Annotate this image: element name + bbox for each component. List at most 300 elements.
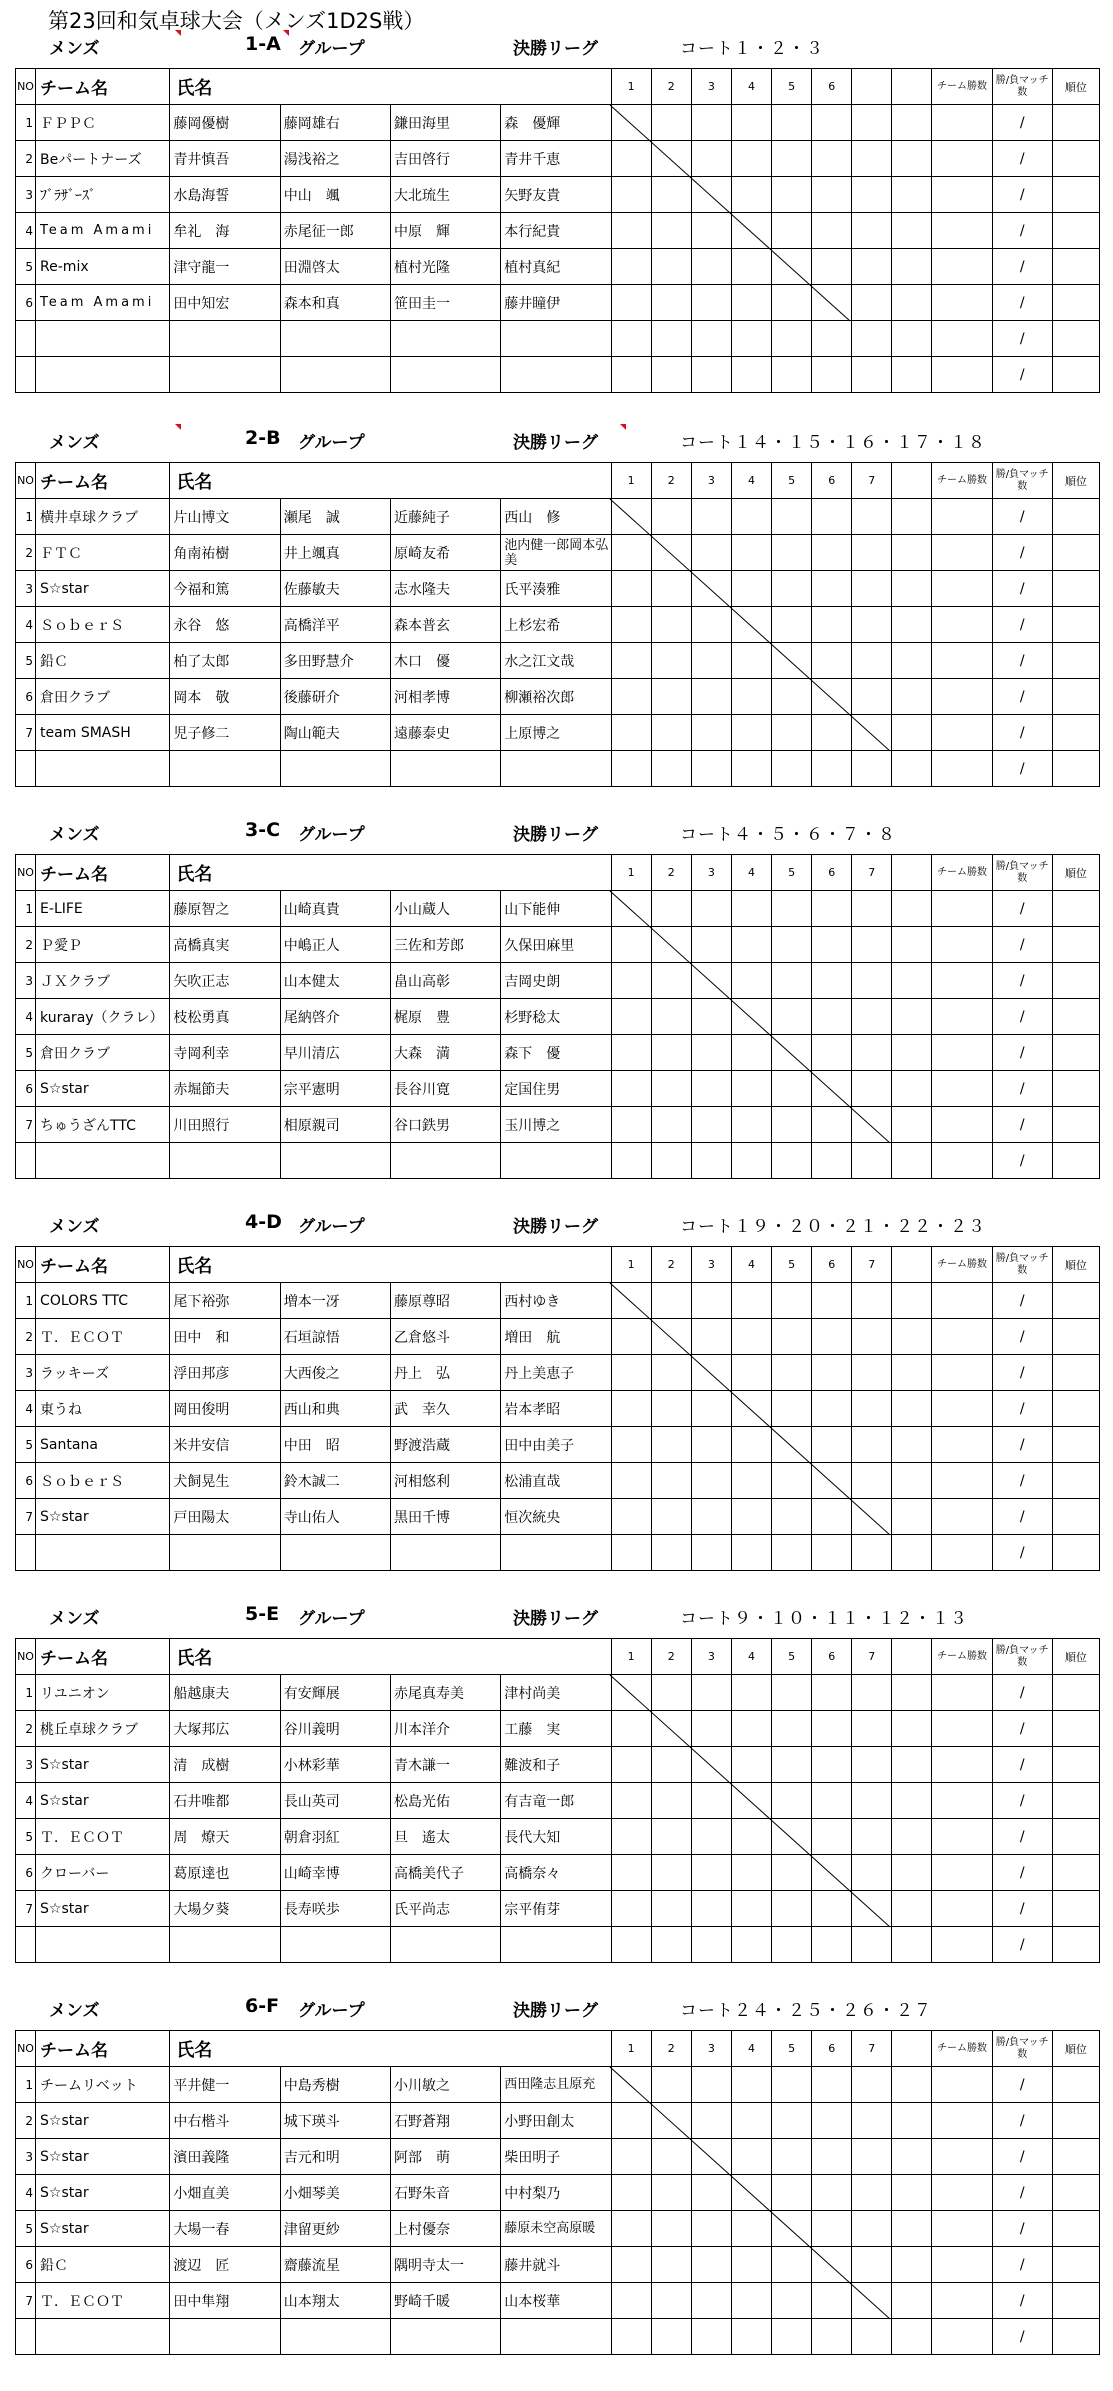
player-name: 田中 和	[170, 1319, 280, 1355]
player-name: 丹上美恵子	[501, 1355, 611, 1391]
document-title: 第23回和気卓球大会（メンズ1D2S戦）	[48, 9, 425, 33]
player-name: 上杉宏希	[501, 607, 611, 643]
result-cell	[731, 321, 771, 357]
result-cell	[651, 285, 691, 321]
result-cell	[611, 285, 651, 321]
result-cell	[691, 2247, 731, 2283]
team-name: E-LIFE	[36, 891, 170, 927]
result-cell	[812, 2139, 852, 2175]
result-cell	[892, 1819, 932, 1855]
match-wins-cell: /	[992, 1107, 1052, 1143]
result-cell	[651, 1927, 691, 1963]
result-cell	[691, 891, 731, 927]
result-cell	[731, 1747, 771, 1783]
player-name	[391, 357, 501, 393]
result-cell	[731, 1035, 771, 1071]
result-cell	[852, 1783, 892, 1819]
result-cell	[731, 1891, 771, 1927]
player-name: 城下瑛斗	[280, 2103, 390, 2139]
team-name: Ｐ愛Ｐ	[36, 927, 170, 963]
team-wins-cell	[932, 2319, 992, 2355]
result-cell	[611, 1783, 651, 1819]
result-cell	[892, 643, 932, 679]
team-wins-cell	[932, 1819, 992, 1855]
row-number: 6	[16, 2247, 36, 2283]
result-cell	[651, 999, 691, 1035]
result-cell	[651, 499, 691, 535]
match-wins-cell: /	[992, 213, 1052, 249]
player-name	[170, 1927, 280, 1963]
rank-cell	[1052, 1283, 1099, 1319]
player-name: 藤原未空高原暖	[501, 2211, 611, 2247]
team-name: Team Amami	[36, 285, 170, 321]
player-name	[170, 321, 280, 357]
result-cell	[852, 2247, 892, 2283]
player-name: 岩本孝昭	[501, 1391, 611, 1427]
matchup-column-header: 7	[852, 2031, 892, 2067]
team-row	[16, 285, 1100, 321]
row-number: 6	[16, 1463, 36, 1499]
match-wins-cell: /	[992, 679, 1052, 715]
result-cell	[691, 1819, 731, 1855]
result-cell	[812, 321, 852, 357]
result-cell	[731, 2247, 771, 2283]
team-wins-cell	[932, 643, 992, 679]
player-name	[391, 1927, 501, 1963]
result-cell	[611, 177, 651, 213]
row-number: 4	[16, 2175, 36, 2211]
player-name	[501, 357, 611, 393]
result-cell	[812, 1071, 852, 1107]
rank-cell	[1052, 2247, 1099, 2283]
court-list: コート１９・２０・２１・２２・２３	[680, 1217, 986, 1237]
result-cell	[772, 891, 812, 927]
player-name	[501, 751, 611, 787]
result-cell	[731, 213, 771, 249]
team-row	[16, 535, 1100, 571]
player-name: 大塚邦広	[170, 1711, 280, 1747]
player-name: 中嶋正人	[280, 927, 390, 963]
result-cell	[892, 1391, 932, 1427]
result-cell	[812, 2211, 852, 2247]
matchup-column-header: 3	[691, 1247, 731, 1283]
player-name: 宗平侑芽	[501, 1891, 611, 1927]
result-cell	[772, 2211, 812, 2247]
result-cell	[691, 105, 731, 141]
result-cell	[812, 1463, 852, 1499]
team-name: 東うね	[36, 1391, 170, 1427]
team-row	[16, 1319, 1100, 1355]
result-cell	[852, 1463, 892, 1499]
result-cell	[852, 1355, 892, 1391]
team-wins-cell	[932, 2247, 992, 2283]
team-name: S☆star	[36, 571, 170, 607]
result-cell	[691, 999, 731, 1035]
team-name: ＪＸクラブ	[36, 963, 170, 999]
result-cell	[691, 679, 731, 715]
team-row	[16, 1035, 1100, 1071]
result-cell	[772, 321, 812, 357]
result-cell	[892, 535, 932, 571]
team-wins-cell	[932, 715, 992, 751]
result-cell	[611, 963, 651, 999]
player-name: 尾納啓介	[280, 999, 390, 1035]
team-wins-cell	[932, 105, 992, 141]
player-name: 今福和篤	[170, 571, 280, 607]
rank-cell	[1052, 1855, 1099, 1891]
category-label: メンズ	[49, 39, 100, 59]
result-cell	[651, 1391, 691, 1427]
rank-cell	[1052, 2103, 1099, 2139]
result-cell	[892, 2103, 932, 2139]
matchup-column-header	[892, 855, 932, 891]
player-name	[501, 1927, 611, 1963]
result-cell	[651, 321, 691, 357]
row-number: 4	[16, 999, 36, 1035]
team-wins-cell	[932, 607, 992, 643]
result-cell	[651, 1783, 691, 1819]
rank-cell	[1052, 1499, 1099, 1535]
player-name: 有吉竜一郎	[501, 1783, 611, 1819]
rank-cell	[1052, 2319, 1099, 2355]
team-row	[16, 249, 1100, 285]
result-cell	[651, 249, 691, 285]
rank-header: 順位	[1052, 1247, 1099, 1283]
result-cell	[611, 1391, 651, 1427]
result-cell	[812, 751, 852, 787]
team-name: ＳｏｂｅｒＳ	[36, 1463, 170, 1499]
result-cell	[852, 2175, 892, 2211]
group-id: 1-A	[245, 33, 281, 55]
category-label: メンズ	[49, 1217, 100, 1237]
result-cell	[892, 141, 932, 177]
result-cell	[651, 891, 691, 927]
result-cell	[691, 1783, 731, 1819]
match-wins-header: 勝/負マッチ数	[992, 855, 1052, 891]
matchup-column-header: 2	[651, 463, 691, 499]
player-name: 齋藤流星	[280, 2247, 390, 2283]
result-cell	[772, 1535, 812, 1571]
result-cell	[892, 1463, 932, 1499]
player-name: 犬飼晃生	[170, 1463, 280, 1499]
league-header	[15, 1992, 1101, 2022]
matchup-column-header	[892, 69, 932, 105]
result-cell	[812, 571, 852, 607]
result-cell	[731, 1819, 771, 1855]
player-name: 枝松勇真	[170, 999, 280, 1035]
result-cell	[852, 141, 892, 177]
result-cell	[772, 927, 812, 963]
team-row	[16, 105, 1100, 141]
result-cell	[772, 1107, 812, 1143]
team-name-header: チーム名	[36, 2031, 170, 2067]
result-cell	[691, 1463, 731, 1499]
player-name: 小山蔵人	[391, 891, 501, 927]
rank-cell	[1052, 1747, 1099, 1783]
player-name: 高橋美代子	[391, 1855, 501, 1891]
result-cell	[852, 2319, 892, 2355]
table-header-row	[16, 69, 1100, 105]
player-name: 上村優奈	[391, 2211, 501, 2247]
rank-cell	[1052, 357, 1099, 393]
team-wins-cell	[932, 177, 992, 213]
match-wins-cell: /	[992, 1499, 1052, 1535]
category-label: メンズ	[49, 825, 100, 845]
team-name: ﾌﾞﾗｻﾞｰｽﾞ	[36, 177, 170, 213]
result-cell	[611, 2067, 651, 2103]
result-cell	[772, 285, 812, 321]
result-cell	[852, 1427, 892, 1463]
team-row	[16, 1855, 1100, 1891]
rank-cell	[1052, 1071, 1099, 1107]
rank-cell	[1052, 1675, 1099, 1711]
player-name	[280, 1535, 390, 1571]
rank-cell	[1052, 1927, 1099, 1963]
player-name: 山崎幸博	[280, 1855, 390, 1891]
match-wins-cell: /	[992, 357, 1052, 393]
result-cell	[812, 285, 852, 321]
team-row	[16, 891, 1100, 927]
player-name: 三佐和芳郎	[391, 927, 501, 963]
result-cell	[852, 751, 892, 787]
team-wins-cell	[932, 1855, 992, 1891]
league-header	[15, 1600, 1101, 1630]
team-row	[16, 1107, 1100, 1143]
result-cell	[852, 105, 892, 141]
result-cell	[651, 177, 691, 213]
result-cell	[772, 2103, 812, 2139]
player-name: 中右楷斗	[170, 2103, 280, 2139]
team-name	[36, 2319, 170, 2355]
matchup-column-header: 2	[651, 2031, 691, 2067]
result-cell	[772, 643, 812, 679]
player-name: 田中隼翔	[170, 2283, 280, 2319]
result-cell	[852, 1319, 892, 1355]
team-name-header: チーム名	[36, 1247, 170, 1283]
result-cell	[731, 2319, 771, 2355]
player-name: 本行紀貴	[501, 213, 611, 249]
result-cell	[691, 1675, 731, 1711]
player-name: 青井慎吾	[170, 141, 280, 177]
player-name: 阿部 萌	[391, 2139, 501, 2175]
result-cell	[772, 1355, 812, 1391]
player-name	[501, 1143, 611, 1179]
team-name: リユニオン	[36, 1675, 170, 1711]
player-name: 氏平尚志	[391, 1891, 501, 1927]
matchup-column-header: 6	[812, 69, 852, 105]
team-name: team SMASH	[36, 715, 170, 751]
player-name: 谷川義明	[280, 1711, 390, 1747]
matchup-column-header: 4	[731, 2031, 771, 2067]
player-name: 濱田義隆	[170, 2139, 280, 2175]
result-cell	[812, 1891, 852, 1927]
player-name: 水島海誓	[170, 177, 280, 213]
player-name: 植村真紀	[501, 249, 611, 285]
result-cell	[892, 321, 932, 357]
match-wins-cell: /	[992, 1747, 1052, 1783]
rank-cell	[1052, 1463, 1099, 1499]
row-number: 6	[16, 679, 36, 715]
team-wins-cell	[932, 1107, 992, 1143]
result-cell	[611, 1463, 651, 1499]
result-cell	[852, 571, 892, 607]
player-name: 中田 昭	[280, 1427, 390, 1463]
rank-cell	[1052, 715, 1099, 751]
result-cell	[892, 1927, 932, 1963]
result-cell	[731, 679, 771, 715]
result-cell	[812, 643, 852, 679]
player-name: 児子修二	[170, 715, 280, 751]
player-name: 渡辺 匠	[170, 2247, 280, 2283]
result-cell	[892, 1675, 932, 1711]
result-cell	[651, 1675, 691, 1711]
player-name: 山本桜華	[501, 2283, 611, 2319]
match-wins-cell: /	[992, 643, 1052, 679]
row-number: 7	[16, 1107, 36, 1143]
match-wins-cell: /	[992, 141, 1052, 177]
team-wins-cell	[932, 535, 992, 571]
result-cell	[892, 891, 932, 927]
player-name: 早川清広	[280, 1035, 390, 1071]
league-header	[15, 816, 1101, 846]
result-cell	[691, 321, 731, 357]
row-number: 1	[16, 499, 36, 535]
player-name	[280, 321, 390, 357]
result-cell	[892, 1035, 932, 1071]
result-cell	[651, 105, 691, 141]
row-number	[16, 2319, 36, 2355]
rank-cell	[1052, 1783, 1099, 1819]
result-cell	[812, 249, 852, 285]
result-cell	[772, 571, 812, 607]
match-wins-cell: /	[992, 2175, 1052, 2211]
row-number: 2	[16, 927, 36, 963]
result-cell	[731, 1535, 771, 1571]
team-name: Santana	[36, 1427, 170, 1463]
result-cell	[772, 141, 812, 177]
player-name	[391, 1535, 501, 1571]
rank-cell	[1052, 607, 1099, 643]
result-cell	[611, 1499, 651, 1535]
rank-header: 順位	[1052, 1639, 1099, 1675]
result-cell	[852, 2139, 892, 2175]
player-name: 石井唯都	[170, 1783, 280, 1819]
comment-marker	[283, 30, 289, 36]
row-number: 5	[16, 1819, 36, 1855]
player-name	[391, 321, 501, 357]
matchup-column-header: 1	[611, 855, 651, 891]
result-cell	[772, 1391, 812, 1427]
result-cell	[651, 751, 691, 787]
result-cell	[812, 891, 852, 927]
team-name: S☆star	[36, 1747, 170, 1783]
player-name: 西村ゆき	[501, 1283, 611, 1319]
team-name	[36, 1535, 170, 1571]
result-cell	[812, 1355, 852, 1391]
result-cell	[852, 2283, 892, 2319]
result-cell	[611, 321, 651, 357]
result-cell	[772, 607, 812, 643]
player-name: 西山 修	[501, 499, 611, 535]
player-name: 田淵啓太	[280, 249, 390, 285]
result-cell	[892, 1855, 932, 1891]
player-name: 畠山高彰	[391, 963, 501, 999]
player-name: 津留更紗	[280, 2211, 390, 2247]
result-cell	[812, 1747, 852, 1783]
result-cell	[892, 963, 932, 999]
result-cell	[691, 1035, 731, 1071]
player-name: 大森 満	[391, 1035, 501, 1071]
player-name: 藤井瞳伊	[501, 285, 611, 321]
team-wins-cell	[932, 321, 992, 357]
row-number	[16, 1535, 36, 1571]
league-header	[15, 1208, 1101, 1238]
result-cell	[772, 1927, 812, 1963]
result-cell	[731, 2067, 771, 2103]
result-cell	[691, 2139, 731, 2175]
match-wins-cell: /	[992, 571, 1052, 607]
table-header-row	[16, 1639, 1100, 1675]
rank-cell	[1052, 1711, 1099, 1747]
player-name: 藤岡雄右	[280, 105, 390, 141]
matchup-column-header: 3	[691, 69, 731, 105]
player-name: 難波和子	[501, 1747, 611, 1783]
matchup-column-header: 4	[731, 463, 771, 499]
team-name: 横井卓球クラブ	[36, 499, 170, 535]
team-name	[36, 751, 170, 787]
matchup-column-header: 5	[772, 855, 812, 891]
result-cell	[611, 1891, 651, 1927]
player-name: 遠藤泰史	[391, 715, 501, 751]
rank-cell	[1052, 213, 1099, 249]
team-name: Re-mix	[36, 249, 170, 285]
row-number: 3	[16, 1355, 36, 1391]
match-wins-cell: /	[992, 285, 1052, 321]
match-wins-header: 勝/負マッチ数	[992, 2031, 1052, 2067]
result-cell	[731, 607, 771, 643]
player-name: 高橋奈々	[501, 1855, 611, 1891]
team-name: S☆star	[36, 2103, 170, 2139]
player-name: 河相悠利	[391, 1463, 501, 1499]
player-name: 井上颯真	[280, 535, 390, 571]
matchup-column-header: 4	[731, 69, 771, 105]
comment-marker	[175, 424, 181, 430]
player-name: 山下能伸	[501, 891, 611, 927]
result-cell	[892, 2175, 932, 2211]
result-cell	[892, 1427, 932, 1463]
result-cell	[611, 1143, 651, 1179]
result-cell	[731, 249, 771, 285]
result-cell	[611, 2139, 651, 2175]
team-row	[16, 1675, 1100, 1711]
team-name: S☆star	[36, 2175, 170, 2211]
result-cell	[731, 1927, 771, 1963]
row-number: 5	[16, 2211, 36, 2247]
result-cell	[892, 2211, 932, 2247]
result-cell	[691, 1711, 731, 1747]
result-cell	[611, 1711, 651, 1747]
result-cell	[651, 607, 691, 643]
result-cell	[892, 1283, 932, 1319]
result-cell	[611, 2247, 651, 2283]
player-name: 武 幸久	[391, 1391, 501, 1427]
player-name: 石垣諒悟	[280, 1319, 390, 1355]
player-name: 黒田千博	[391, 1499, 501, 1535]
team-name-header: チーム名	[36, 855, 170, 891]
team-row	[16, 679, 1100, 715]
group-label: グループ	[298, 433, 365, 453]
result-cell	[691, 927, 731, 963]
